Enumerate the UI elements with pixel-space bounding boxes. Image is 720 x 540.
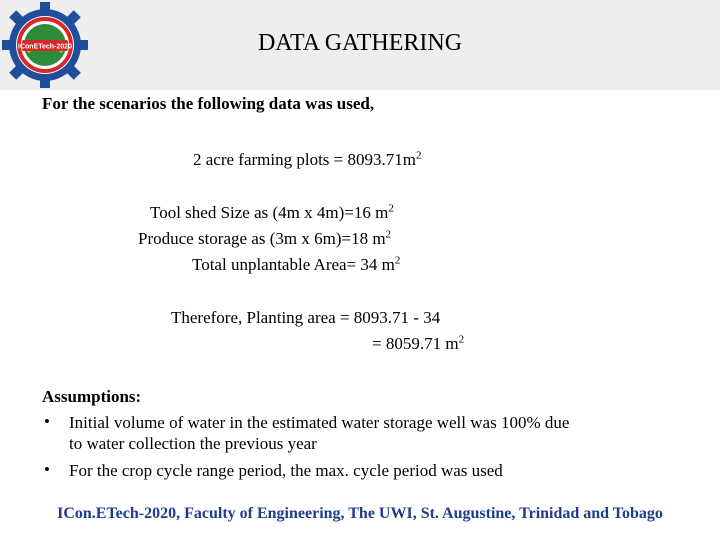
unplantable-area-line: Total unplantable Area= 34 $m^2$ [192, 254, 401, 274]
plots-line: 2 acre farming plots = $8093.71m^2$ [193, 149, 422, 169]
assumption-1-line-1: Initial volume of water in the estimated water storage well was 100% due [69, 413, 570, 432]
planting-area-result: = 8059.71 $m^2$ [372, 333, 465, 353]
intro-text: For the scenarios the following data was used, [42, 94, 375, 113]
footer-text: ICon.ETech-2020, Faculty of Engineering, The UWI, St. Augustine, Trinidad and Tobago [57, 505, 663, 522]
assumptions-heading: Assumptions: [42, 387, 142, 406]
assumption-1-line-2: to water collection the previous year [69, 434, 317, 453]
logo-text: IConETech-2020 [18, 43, 72, 51]
bullet-icon: • [44, 460, 50, 479]
bullet-icon: • [44, 412, 50, 431]
assumption-2: For the crop cycle range period, the max. cycle period was used [69, 461, 503, 480]
tool-shed-line: Tool shed Size as (4m x 4m)=16 $m^2$ [150, 202, 394, 222]
produce-storage-line: Produce storage as (3m x 6m)=18 $m^2$ [138, 228, 392, 248]
planting-area-line: Therefore, Planting area = 8093.71 - 34 [171, 308, 441, 327]
page-title: DATA GATHERING [257, 30, 463, 56]
